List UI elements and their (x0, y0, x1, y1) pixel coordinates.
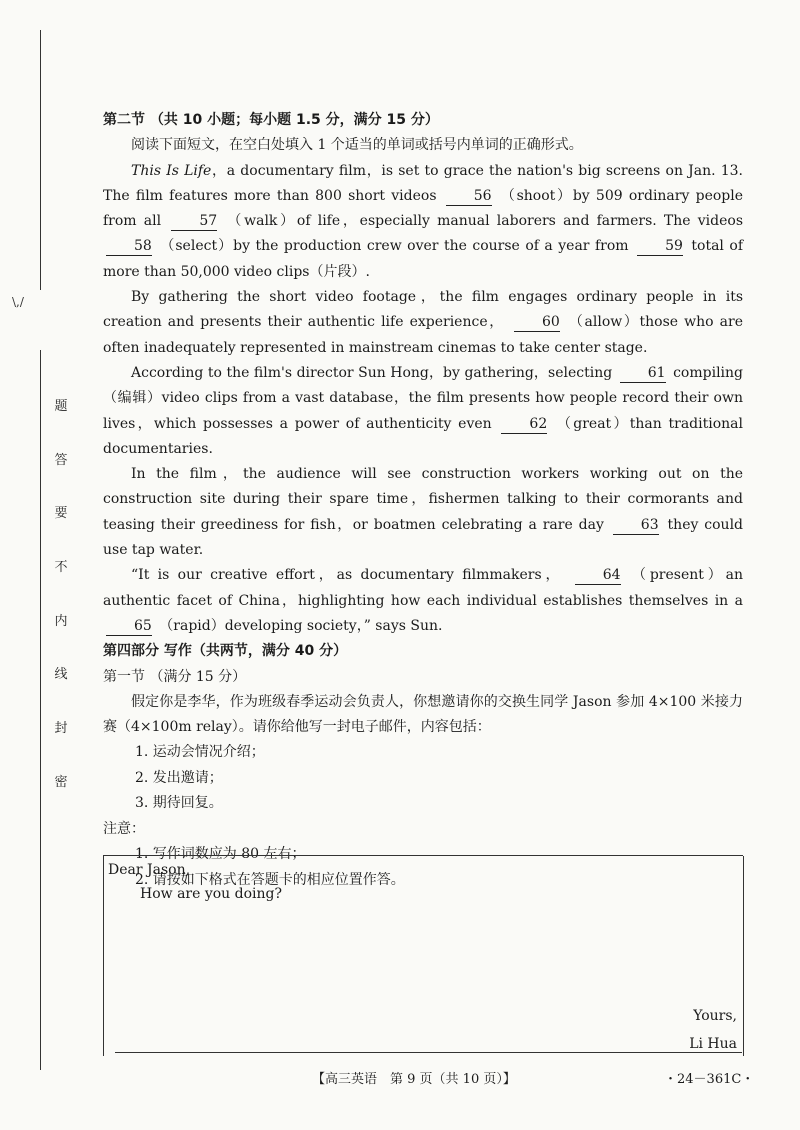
blank-57[interactable]: 57 (171, 212, 217, 231)
main-content (103, 108, 743, 893)
section2-instruction: 阅读下面短文，在空白处填入 1 个适当的单词或括号内单词的正确形式。 (131, 137, 583, 154)
part4-subheading: 第一节 （满分 15 分） (103, 668, 247, 685)
seal-char: 线 (54, 667, 68, 683)
seal-char: 答 (54, 452, 68, 468)
blank-58[interactable]: 58 (106, 237, 152, 256)
blank-61[interactable]: 61 (620, 364, 666, 383)
requirement-list (103, 740, 743, 817)
list-item: 3. 期待回复。 (135, 795, 223, 812)
blank-62[interactable]: 62 (501, 415, 547, 434)
blank-63[interactable]: 63 (613, 516, 659, 535)
list-item: 1. 写作词数应为 80 左右； (135, 846, 306, 863)
page-number: 【高三英语 第 9 页（共 10 页）】 (312, 1072, 516, 1087)
section2-heading: 第二节 （共 10 小题；每小题 1.5 分，满分 15 分） (103, 112, 439, 128)
letter-template-box (103, 855, 743, 1056)
seal-line-text (50, 395, 72, 825)
letter-opening-line: How are you doing? (140, 886, 283, 902)
passage-paragraph-2: By gathering the short video footage，the film engages ordinary people in its creation and presents their authentic life experience， 60 （allow）those who are often inadequately represented in mainstream cinemas to take center stage. (103, 289, 743, 356)
writing-prompt: 假定你是李华，作为班级春季运动会负责人，你想邀请你的交换生同学 Jason 参加 4×100 米接力赛（4×100m relay）。请你给他写一封电子邮件，内容包括： (103, 693, 743, 736)
exam-code: ・24－361C・ (664, 1072, 755, 1087)
letter-closing: Yours, (693, 1008, 737, 1024)
film-title: This Is Life (131, 162, 212, 179)
list-item: 2. 发出邀请； (135, 769, 223, 786)
bottom-rule (115, 1052, 742, 1053)
blank-59[interactable]: 59 (637, 237, 683, 256)
blank-65[interactable]: 65 (106, 617, 152, 636)
list-item: 1. 运动会情况介绍； (135, 744, 265, 761)
passage-paragraph-5: “It is our creative effort，as documentary filmmakers， 64 （present）an authentic facet of China，highlighting how each individual establishes themselves in a 65 （rapid）developing society，” says Sun. (103, 567, 744, 634)
margin-marks: \,/ (12, 295, 24, 309)
list-item: 2. 请按如下格式在答题卡的相应位置作答。 (135, 871, 405, 888)
passage-paragraph-3: According to the film's director Sun Hong，by gathering，selecting 61 compiling（编辑）video clips from a vast database，the film presents how people record their own lives，which possesses a power of authenticity even 62 （great）than traditional documentaries. (103, 364, 744, 457)
seal-char: 内 (54, 613, 68, 629)
blank-60[interactable]: 60 (514, 313, 560, 332)
blank-64[interactable]: 64 (575, 566, 621, 585)
binding-line-top (40, 30, 41, 290)
seal-char: 封 (54, 721, 68, 737)
seal-char: 题 (54, 399, 68, 414)
letter-signature: Li Hua (689, 1036, 737, 1052)
blank-56[interactable]: 56 (446, 187, 492, 206)
passage-paragraph-1: This Is Life，a documentary film，is set to grace the nation's big screens on Jan. 13. The film features more than 800 short videos 56 （shoot）by 509 ordinary people from all 57 （walk）of life，especially manual laborers and farmers. The videos 58 （select）by the production crew over the course of a year from 59 total of more than 50,000 video clips（片段）. (103, 162, 744, 280)
letter-greeting: Dear Jason, (108, 862, 191, 878)
binding-line (40, 350, 41, 1070)
seal-char: 不 (54, 560, 68, 576)
seal-char: 要 (54, 506, 68, 522)
part4-heading: 第四部分 写作（共两节，满分 40 分） (103, 643, 348, 660)
passage-paragraph-4: In the film，the audience will see construction workers working out on the construction site during their spare time，fishermen talking to their cormorants and teasing their greediness for fish，or boatmen celebrating a rare day 63 they could use tap water. (103, 466, 744, 559)
seal-char: 密 (54, 774, 68, 790)
note-label: 注意： (103, 820, 145, 837)
